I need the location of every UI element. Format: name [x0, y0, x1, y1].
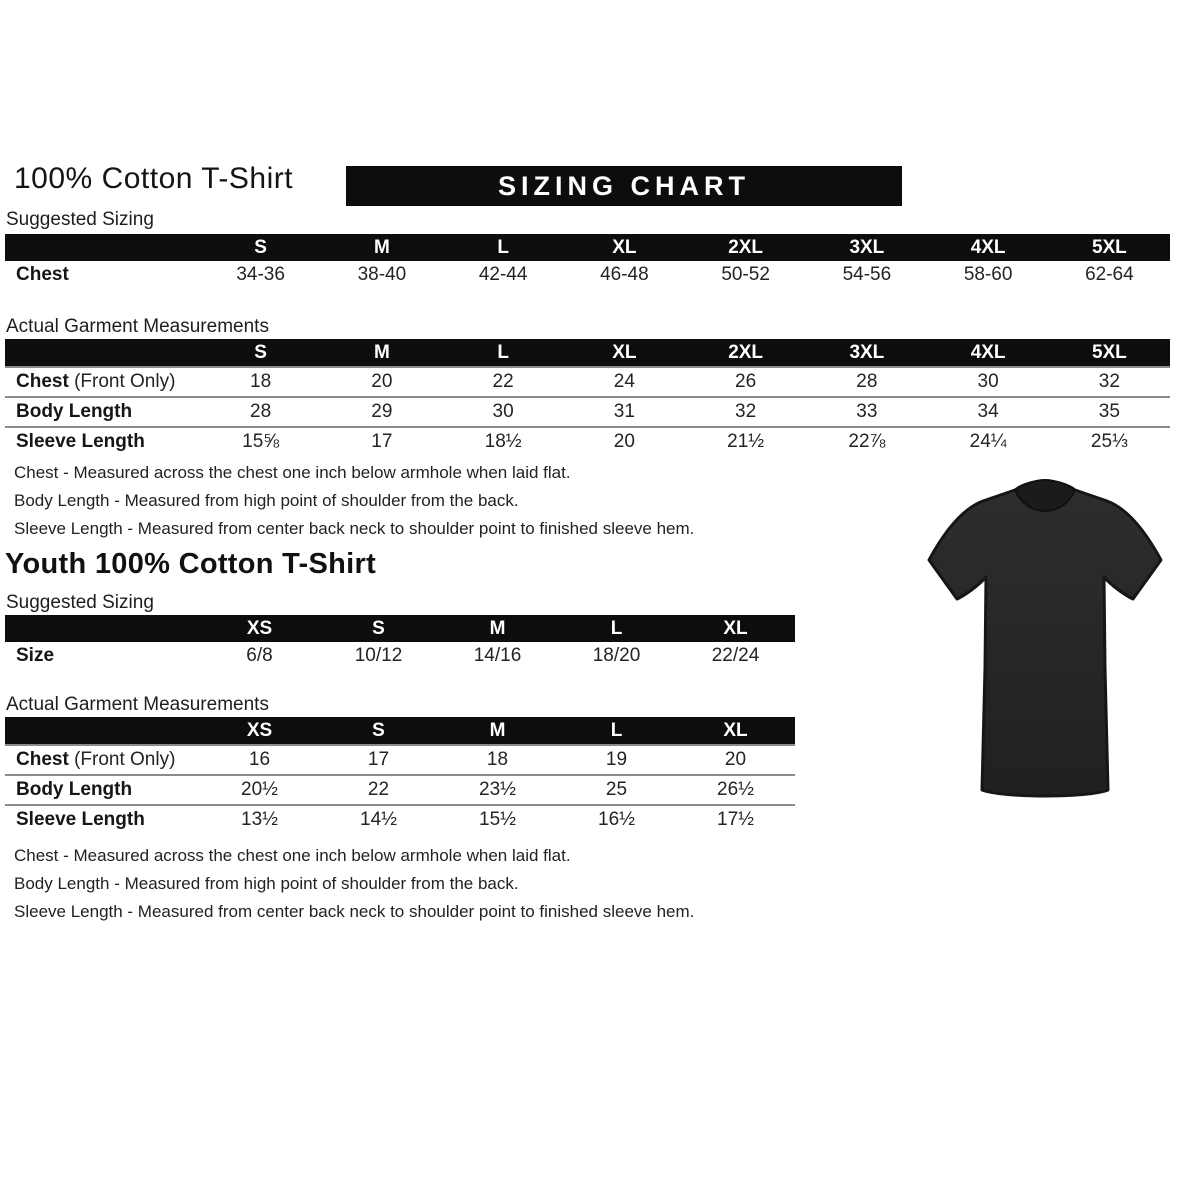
measurement-value: 22⅞ [848, 431, 886, 452]
measurement-value: 17 [367, 749, 390, 770]
table-row [5, 261, 1170, 289]
size-column-header: 3XL [849, 236, 885, 258]
size-column-header: 4XL [970, 236, 1006, 258]
measurement-value: 32 [735, 401, 757, 422]
size-column-header: L [610, 617, 623, 639]
measurement-value: 16½ [598, 809, 635, 830]
size-column-header: XL [612, 236, 637, 258]
youth-measurements-label: Actual Garment Measurements [6, 694, 269, 715]
adult-suggested-sizing-label: Suggested Sizing [6, 209, 154, 230]
size-column-header: M [373, 236, 390, 258]
measurement-value: 31 [613, 401, 635, 422]
measurement-value: 32 [1098, 371, 1120, 392]
measurement-value: 25⅓ [1090, 431, 1128, 452]
youth-page-title: Youth 100% Cotton T-Shirt [5, 548, 377, 580]
measurement-value: 50-52 [721, 264, 770, 285]
youth-measurements-table [5, 717, 795, 834]
row-label: Chest (Front Only) [16, 749, 176, 770]
measurement-value: 22 [492, 371, 514, 392]
table-row [5, 744, 795, 774]
measurement-value: 30 [977, 371, 999, 392]
size-column-header: XL [723, 617, 748, 639]
table-row [5, 426, 1170, 456]
sizing-chart-banner [346, 166, 902, 206]
measurement-value: 14/16 [473, 645, 522, 666]
adult-note-chest: Chest - Measured across the chest one inch below armhole when laid flat. [14, 463, 571, 482]
table-row [5, 396, 1170, 426]
measurement-value: 18½ [484, 431, 522, 452]
size-column-header: L [497, 341, 509, 363]
tshirt-product-image [893, 468, 1198, 823]
measurement-value: 24¼ [969, 431, 1007, 452]
size-column-header: 4XL [970, 341, 1006, 363]
youth-suggested-sizing-table [5, 615, 795, 670]
table-row [5, 804, 795, 834]
measurement-value: 34 [977, 401, 999, 422]
table-header-row [5, 234, 1170, 261]
measurement-value: 21½ [727, 431, 765, 452]
measurement-value: 19 [605, 749, 628, 770]
size-column-header: 3XL [849, 341, 885, 363]
measurement-value: 58-60 [963, 264, 1013, 285]
size-column-header: XL [612, 341, 637, 363]
size-column-header: 5XL [1091, 341, 1127, 363]
row-label: Chest (Front Only) [16, 371, 176, 392]
measurement-value: 46-48 [600, 264, 649, 285]
table-row [5, 774, 795, 804]
measurement-value: 17½ [717, 809, 754, 830]
measurement-value: 28 [856, 371, 878, 392]
measurement-value: 35 [1098, 401, 1120, 422]
adult-note-body-length: Body Length - Measured from high point of shoulder from the back. [14, 491, 519, 510]
row-label: Body Length [16, 779, 133, 800]
size-column-header: S [254, 236, 267, 258]
measurement-value: 62-64 [1085, 264, 1134, 285]
size-column-header: M [373, 341, 390, 363]
tshirt-body-shape [929, 481, 1161, 796]
measurement-value: 34-36 [236, 264, 285, 285]
measurement-value: 20½ [241, 779, 278, 800]
measurement-value: 26 [735, 371, 757, 392]
size-column-header: S [254, 341, 267, 363]
measurement-value: 30 [492, 401, 514, 422]
measurement-value: 29 [371, 401, 393, 422]
measurement-value: 15½ [479, 809, 516, 830]
youth-note-sleeve-length: Sleeve Length - Measured from center back neck to shoulder point to finished sleeve hem. [14, 902, 695, 921]
size-column-header: S [372, 617, 385, 639]
tshirt-illustration [893, 468, 1198, 818]
row-label: Sleeve Length [16, 431, 145, 452]
size-column-header: 2XL [728, 341, 764, 363]
measurement-value: 18 [250, 371, 272, 392]
youth-note-chest: Chest - Measured across the chest one inch below armhole when laid flat. [14, 846, 571, 865]
measurement-value: 22 [367, 779, 390, 800]
measurement-value: 15⅝ [242, 431, 280, 452]
adult-measurements-table [5, 339, 1170, 456]
page-title: 100% Cotton T-Shirt [14, 162, 294, 195]
measurement-value: 22/24 [711, 645, 760, 666]
youth-suggested-sizing-label: Suggested Sizing [6, 592, 154, 613]
measurement-value: 18/20 [592, 645, 641, 666]
measurement-value: 20 [724, 749, 747, 770]
measurement-value: 17 [371, 431, 393, 452]
table-header-row [5, 615, 795, 642]
measurement-value: 26½ [717, 779, 754, 800]
measurement-value: 28 [250, 401, 272, 422]
row-label: Chest [16, 264, 69, 285]
table-header-row [5, 717, 795, 744]
measurement-value: 18 [486, 749, 509, 770]
row-label: Body Length [16, 401, 133, 422]
adult-suggested-sizing-table [5, 234, 1170, 289]
adult-measurements-label: Actual Garment Measurements [6, 316, 269, 337]
measurement-value: 14½ [360, 809, 397, 830]
size-column-header: XS [246, 719, 273, 741]
measurement-value: 16 [248, 749, 271, 770]
sizing-chart-banner-label: SIZING CHART [498, 170, 750, 201]
measurement-value: 54-56 [842, 264, 892, 285]
measurement-value: 38-40 [357, 264, 407, 285]
size-column-header: 5XL [1091, 236, 1127, 258]
measurement-value: 33 [856, 401, 878, 422]
size-column-header: L [497, 236, 509, 258]
measurement-value: 10/12 [354, 645, 403, 666]
youth-note-body-length: Body Length - Measured from high point of shoulder from the back. [14, 874, 519, 893]
measurement-value: 25 [605, 779, 628, 800]
size-column-header: M [489, 617, 506, 639]
row-label: Size [16, 645, 55, 666]
size-column-header: S [372, 719, 385, 741]
measurement-value: 24 [613, 371, 635, 392]
table-header-row [5, 339, 1170, 366]
adult-note-sleeve-length: Sleeve Length - Measured from center back neck to shoulder point to finished sleeve hem. [14, 519, 695, 538]
measurement-value: 23½ [479, 779, 516, 800]
measurement-value: 42-44 [478, 264, 528, 285]
measurement-value: 20 [613, 431, 635, 452]
row-label: Sleeve Length [16, 809, 145, 830]
measurement-value: 20 [371, 371, 393, 392]
size-column-header: XL [723, 719, 748, 741]
size-column-header: 2XL [728, 236, 764, 258]
table-row [5, 366, 1170, 396]
size-column-header: M [489, 719, 506, 741]
table-row [5, 642, 795, 670]
measurement-value: 13½ [241, 809, 278, 830]
size-column-header: L [610, 719, 623, 741]
measurement-value: 6/8 [246, 645, 273, 666]
size-column-header: XS [246, 617, 273, 639]
